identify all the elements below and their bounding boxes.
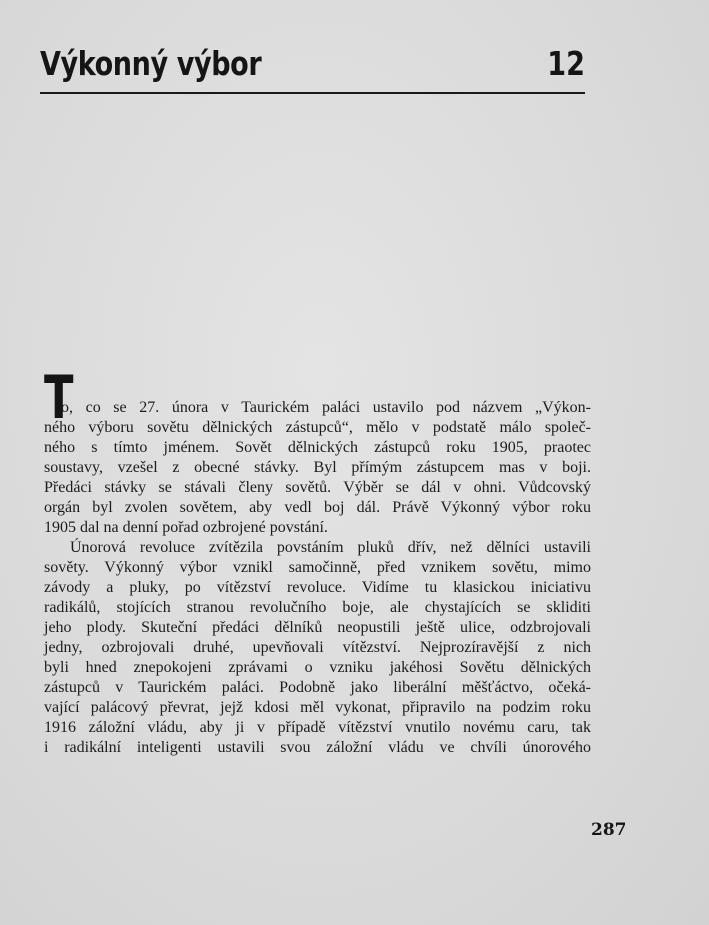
text-line: soustavy, vzešel z obecné stávky. Byl přímým zástupcem mas v boji.	[44, 459, 591, 476]
text-line: ného s tímto jménem. Sovět dělnických zástupců roku 1905, praotec	[44, 439, 591, 456]
text-line: orgán byl zvolen sovětem, aby vedl boj dál. Právě Výkonný výbor roku	[44, 499, 591, 516]
text-line: radikálů, stojících stranou revolučního boje, ale chystajících se skliditi	[44, 599, 591, 616]
page-number: 287	[591, 820, 627, 840]
text-line: byli hned znepokojeni zprávami o vzniku jakéhosi Sovětu dělnických	[44, 659, 591, 676]
chapter-number: 12	[547, 44, 585, 83]
text-line: sověty. Výkonný výbor vznikl samočinně, před vznikem sovětu, mimo	[44, 559, 591, 576]
text-line: zástupců v Taurickém paláci. Podobně jako liberální měšťáctvo, očeká-	[44, 679, 591, 696]
chapter-title: Výkonný výbor	[40, 44, 262, 83]
text-line: jeho plody. Skuteční předáci dělníků neopustili ještě ulice, odzbrojovali	[44, 619, 591, 636]
text-line: závody a pluky, po vítězství revoluce. Vidíme tu klasickou iniciativu	[44, 579, 591, 596]
text-line: vající palácový převrat, jejž kdosi měl vykonat, připravilo na podzim roku	[44, 699, 591, 716]
text-line: 1905 dal na denní pořad ozbrojené povstání.	[44, 519, 328, 536]
text-line: 1916 záložní vládu, aby ji v případě vítězství vnutilo novému caru, tak	[44, 719, 591, 736]
text-line: o, co se 27. února v Taurickém paláci ustavilo pod názvem „Výkon-	[61, 399, 591, 416]
drop-cap: T	[44, 363, 74, 433]
text-line: Únorová revoluce zvítězila povstáním pluků dřív, než dělníci ustavili	[70, 539, 591, 556]
text-line: ného výboru sovětu dělnických zástupců“, mělo v podstatě málo společ-	[44, 419, 591, 436]
text-line: i radikální inteligenti ustavili svou záložní vládu ve chvíli únorového	[44, 739, 591, 756]
text-line: jedny, ozbrojovali druhé, upevňovali vítězství. Nejprozíravější z nich	[44, 639, 591, 656]
text-line: Předáci stávky se stávali členy sovětů. Výběr se dál v ohni. Vůdcovský	[44, 479, 591, 496]
chapter-header	[40, 42, 585, 94]
